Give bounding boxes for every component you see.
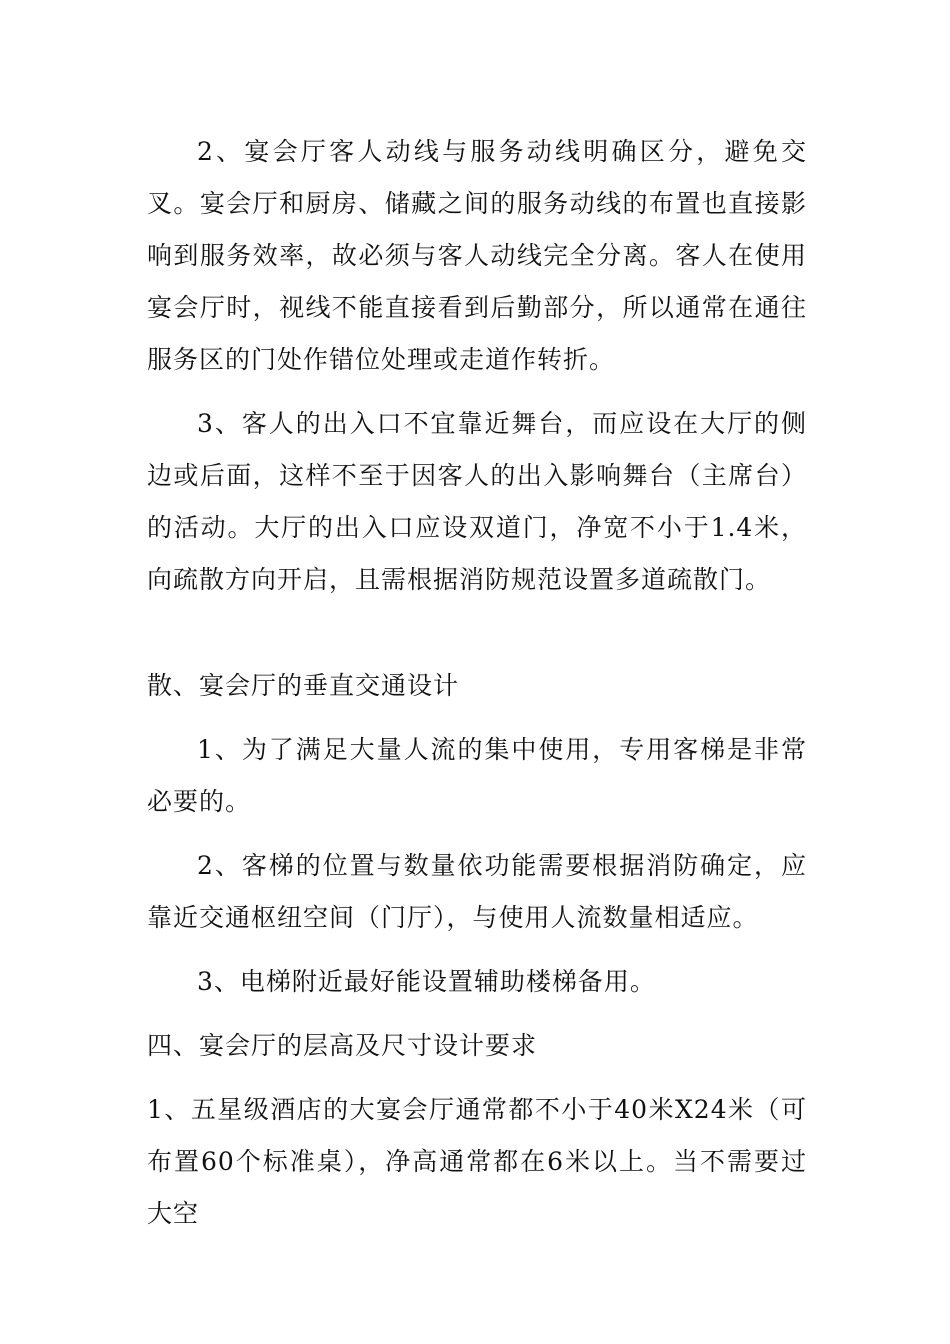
document-body (147, 126, 807, 1240)
paragraph-auxiliary-stair: 3、电梯附近最好能设置辅助楼梯备用。 (197, 967, 656, 996)
paragraph-ballroom-size: 1、五星级酒店的大宴会厅通常都不小于40米X24米（可布置60个标准桌），净高通常都在6米以上。当不需要过大空 (147, 1095, 807, 1228)
paragraph-gap (147, 1072, 807, 1084)
paragraph-gap (147, 944, 807, 956)
paragraph-entrance: 3、客人的出入口不宜靠近舞台，而应设在大厅的侧边或后面，这样不至于因客人的出入影响舞台（主席台）的活动。大厅的出入口应设双道门，净宽不小于1.4米，向疏散方向开启，且需根据消防规范设置多道疏散门。 (147, 409, 807, 594)
section-heading-vertical-circulation: 散、宴会厅的垂直交通设计 (147, 671, 460, 700)
paragraph-gap (147, 1008, 807, 1020)
section-gap (147, 606, 807, 660)
paragraph-gap (147, 712, 807, 724)
paragraph-gap (147, 386, 807, 398)
section-heading-height-size: 四、宴会厅的层高及尺寸设计要求 (147, 1031, 538, 1060)
paragraph-service-circulation: 2、宴会厅客人动线与服务动线明确区分，避免交叉。宴会厅和厨房、储藏之间的服务动线的布置也直接影响到服务效率，故必须与客人动线完全分离。客人在使用宴会厅时，视线不能直接看到后勤部分，所以通常在通往服务区的门处作错位处理或走道作转折。 (147, 137, 807, 374)
paragraph-gap (147, 828, 807, 840)
paragraph-dedicated-elevator: 1、为了满足大量人流的集中使用，专用客梯是非常必要的。 (147, 735, 807, 816)
paragraph-elevator-location: 2、客梯的位置与数量依功能需要根据消防确定，应靠近交通枢纽空间（门厅），与使用人流数量相适应。 (147, 851, 807, 932)
